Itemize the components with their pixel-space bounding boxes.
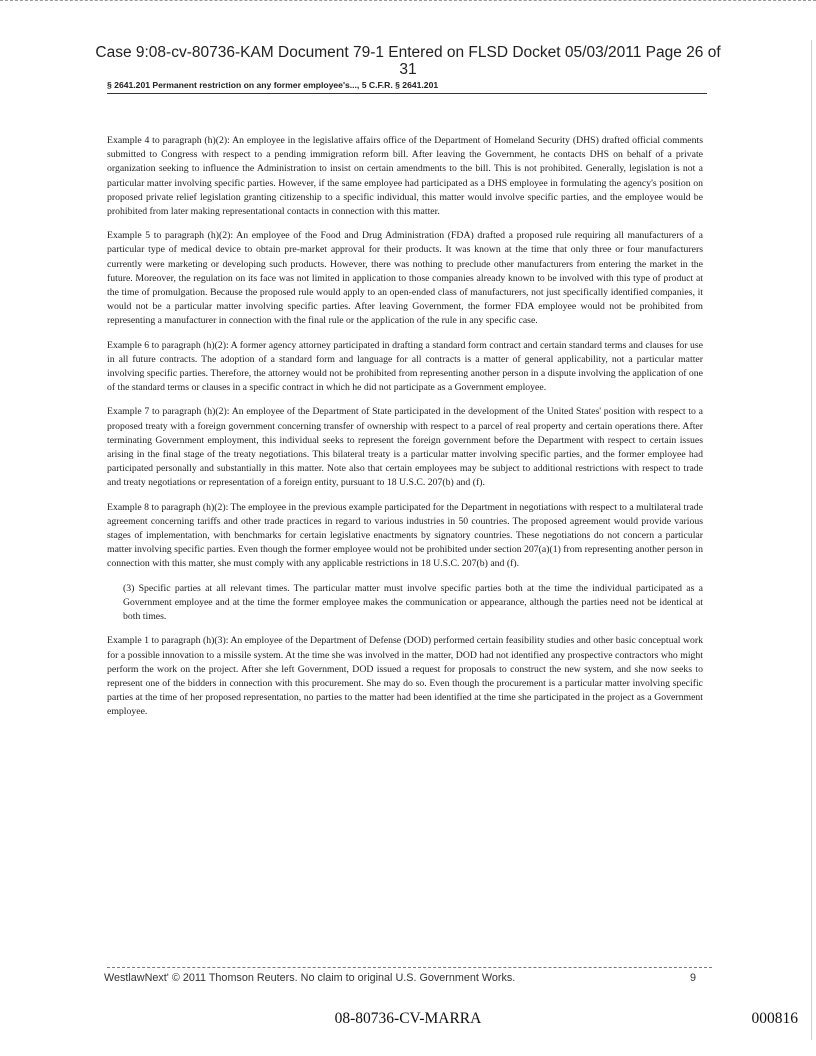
- paragraph-example-4: Example 4 to paragraph (h)(2): An employee in the legislative affairs office of the Department of Homeland Security (DHS) drafted official comments submitted to Congress with respect to a pending immigration reform bill. After leaving the Government, he contacts DHS on behalf of a private organization seeking to influence the Administration to insist on certain amendments to the bill. This is not prohibited. Generally, legislation is not a particular matter involving specific parties. However, if the same employee had participated as a DHS employee in formulating the agency's position on proposed private relief legislation granting citizenship to a specific individual, this matter would involve specific parties, and the employee would be prohibited from later making representational contacts in connection with this matter.: [107, 135, 703, 218]
- paragraph-example-7: Example 7 to paragraph (h)(2): An employee of the Department of State participated in the development of the United States' position with respect to a proposed treaty with a foreign government concerning transfer of ownership with respect to a parcel of real property and certain operations there. After terminating Government employment, this individual seeks to represent the foreign government before the Department with respect to certain issues arising in the final stage of the treaty negotiations. This bilateral treaty is a particular matter involving specific parties, and the former employee had participated personally and substantially in this matter. Note also that certain employees may be subject to additional restrictions with respect to trade and treaty negotiations or representation of a foreign entity, pursuant to 18 U.S.C. 207(b) and (f).: [107, 406, 703, 489]
- paragraph-h3-specific-parties: (3) Specific parties at all relevant times. The particular matter must involve specific parties both at the time the individual participated as a Government employee and at the time the former employee makes the communication or appearance, although the parties need not be identical at both times.: [123, 582, 703, 623]
- footer-page-number: 9: [689, 972, 696, 984]
- stamp-line-2: 31: [399, 61, 417, 78]
- stamp-line-1: Case 9:08-cv-80736-KAM Document 79-1 Entered on FLSD Docket 05/03/2011 Page 26 of: [95, 44, 721, 61]
- footer-divider: [107, 967, 712, 968]
- scan-edge-mark: [811, 40, 812, 1040]
- bates-number: 000816: [751, 1010, 798, 1027]
- footer: [104, 972, 704, 984]
- paragraph-example-6: Example 6 to paragraph (h)(2): A former agency attorney participated in drafting a standard form contract and certain standard terms and clauses for use in all future contracts. The adoption of a standard form and language for all contracts is a matter of general applicability, not a particular matter involving specific parties. Therefore, the attorney would not be prohibited from representing another person in a dispute involving the application of one of the standard terms or clauses in a specific contract in which he did not participate as a Government employee.: [107, 339, 703, 394]
- document-body: [107, 134, 703, 730]
- bates-case-id: 08-80736-CV-MARRA: [334, 1010, 482, 1027]
- paragraph-example-8: Example 8 to paragraph (h)(2): The employee in the previous example participated for the Department in negotiations with respect to a multilateral trade agreement concerning tariffs and other trade practices in regard to various industries in 50 countries. The proposed agreement would provide various stages of implementation, with benchmarks for certain legislative enactments by signatory countries. These negotiations do not concern a particular matter involving specific parties. Even though the former employee would not be prohibited under section 207(a)(1) from representing another person in connection with this matter, she must comply with any applicable restrictions in 18 U.S.C. 207(b) and (f).: [107, 501, 703, 570]
- footer-copyright: WestlawNext' © 2011 Thomson Reuters. No claim to original U.S. Government Works.: [104, 972, 516, 984]
- running-head: § 2641.201 Permanent restriction on any former employee's..., 5 C.F.R. § 2641.201: [107, 80, 707, 94]
- paragraph-example-1-h3: Example 1 to paragraph (h)(3): An employee of the Department of Defense (DOD) performed certain feasibility studies and other basic conceptual work for a possible innovation to a missile system. At the time she was involved in the matter, DOD had not identified any prospective contractors who might perform the work on the project. After she left Government, DOD issued a request for proposals to construct the new system, and she now seeks to represent one of the bidders in connection with this procurement. She may do so. Even though the procurement is a particular matter involving specific parties at the time of her proposed representation, no parties to the matter had been identified at the time she participated in the project as a Government employee.: [107, 635, 703, 718]
- scan-artifact-top: [0, 0, 816, 11]
- paragraph-example-5: Example 5 to paragraph (h)(2): An employee of the Food and Drug Administration (FDA) drafted a proposed rule requiring all manufacturers of a particular type of medical device to obtain pre-market approval for their products. It was known at the time that only three or four manufacturers currently were marketing or developing such products. However, there was nothing to preclude other manufacturers from entering the market in the future. Moreover, the regulation on its face was not limited in application to those companies already known to be involved with this type of product at the time of promulgation. Because the proposed rule would apply to an open-ended class of manufacturers, not just specifically identified companies, it would not be a particular matter involving specific parties. After leaving Government, the former FDA employee would not be prohibited from representing a manufacturer in connection with the final rule or the application of the rule in any specific case.: [107, 230, 703, 327]
- court-filing-stamp: [0, 44, 816, 78]
